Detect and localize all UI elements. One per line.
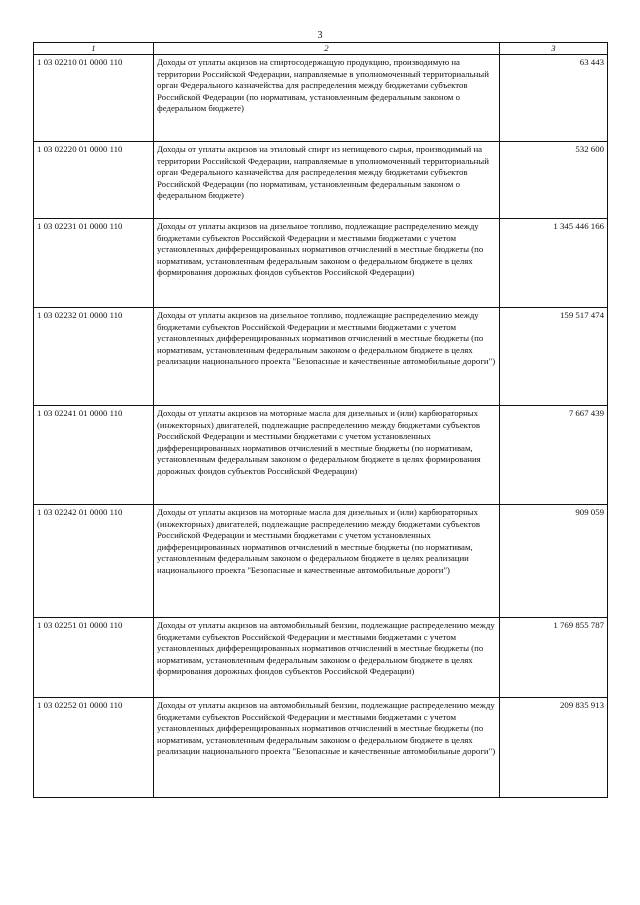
revenue-amount: 7 667 439 [500,406,608,505]
revenue-amount: 532 600 [500,142,608,219]
revenue-description: Доходы от уплаты акцизов на автомобильный бензин, подлежащие распределению между бюджетами субъектов Российской Федерации и местными бюджетами с учетом установленных дифференцированных нормативов отчислений в местные бюджеты (по нормативам, установленным федеральным законом о федеральном бюджете в целях формирования дорожных фондов субъектов Российской Федерации) [154,618,500,698]
column-number-3: 3 [500,43,608,55]
table-row [34,698,608,798]
revenue-description: Доходы от уплаты акцизов на моторные масла для дизельных и (или) карбюраторных (инжекторных) двигателей, подлежащие распределению между бюджетами субъектов Российской Федерации и местными бюджетами с учетом установленных дифференцированных нормативов отчислений в местные бюджеты (по нормативам, установленным федеральным законом о федеральном бюджете в целях формирования дорожных фондов субъектов Российской Федерации) [154,406,500,505]
revenue-description: Доходы от уплаты акцизов на автомобильный бензин, подлежащие распределению между бюджетами субъектов Российской Федерации и местными бюджетами с учетом установленных дифференцированных нормативов отчислений в местные бюджеты (по нормативам, установленным федеральным законом о федеральном бюджете в целях реализации национального проекта "Безопасные и качественные автомобильные дороги") [154,698,500,798]
revenue-description: Доходы от уплаты акцизов на дизельное топливо, подлежащие распределению между бюджетами субъектов Российской Федерации и местными бюджетами с учетом установленных дифференцированных нормативов отчислений в местные бюджеты (по нормативам, установленным федеральным законом о федеральном бюджете в целях реализации национального проекта "Безопасные и качественные автомобильные дороги") [154,308,500,406]
revenue-amount: 63 443 [500,55,608,142]
classification-code: 1 03 02251 01 0000 110 [34,618,154,698]
classification-code: 1 03 02220 01 0000 110 [34,142,154,219]
table-row [34,142,608,219]
table-row [34,406,608,505]
table-row [34,55,608,142]
table-row [34,505,608,618]
page-number: 3 [317,30,323,41]
classification-code: 1 03 02231 01 0000 110 [34,219,154,308]
classification-code: 1 03 02242 01 0000 110 [34,505,154,618]
column-number-1: 1 [34,43,154,55]
revenue-amount: 1 769 855 787 [500,618,608,698]
revenue-amount: 209 835 913 [500,698,608,798]
table-row [34,219,608,308]
revenue-table [33,42,608,798]
column-number-2: 2 [154,43,500,55]
classification-code: 1 03 02252 01 0000 110 [34,698,154,798]
revenue-amount: 1 345 446 166 [500,219,608,308]
revenue-description: Доходы от уплаты акцизов на этиловый спирт из непищевого сырья, производимый на территории Российской Федерации, направляемые в уполномоченный территориальный орган Федерального казначейства для распределения между бюджетами субъектов Российской Федерации (по нормативам, установленным федеральным законом о федеральном бюджете) [154,142,500,219]
classification-code: 1 03 02232 01 0000 110 [34,308,154,406]
revenue-description: Доходы от уплаты акцизов на спиртосодержащую продукцию, производимую на территории Российской Федерации, направляемые в уполномоченный территориальный орган Федерального казначейства для распределения между бюджетами субъектов Российской Федерации (по нормативам, установленным федеральным законом о федеральном бюджете) [154,55,500,142]
classification-code: 1 03 02241 01 0000 110 [34,406,154,505]
column-number-row [34,43,608,55]
classification-code: 1 03 02210 01 0000 110 [34,55,154,142]
revenue-amount: 909 059 [500,505,608,618]
table-row [34,308,608,406]
revenue-amount: 159 517 474 [500,308,608,406]
table-row [34,618,608,698]
revenue-description: Доходы от уплаты акцизов на моторные масла для дизельных и (или) карбюраторных (инжекторных) двигателей, подлежащие распределению между бюджетами субъектов Российской Федерации и местными бюджетами с учетом установленных дифференцированных нормативов отчислений в местные бюджеты (по нормативам, установленным федеральным законом о федеральном бюджете в целях реализации национального проекта "Безопасные и качественные автомобильные дороги") [154,505,500,618]
revenue-description: Доходы от уплаты акцизов на дизельное топливо, подлежащие распределению между бюджетами субъектов Российской Федерации и местными бюджетами с учетом установленных дифференцированных нормативов отчислений в местные бюджеты (по нормативам, установленным федеральным законом о федеральном бюджете в целях формирования дорожных фондов субъектов Российской Федерации) [154,219,500,308]
